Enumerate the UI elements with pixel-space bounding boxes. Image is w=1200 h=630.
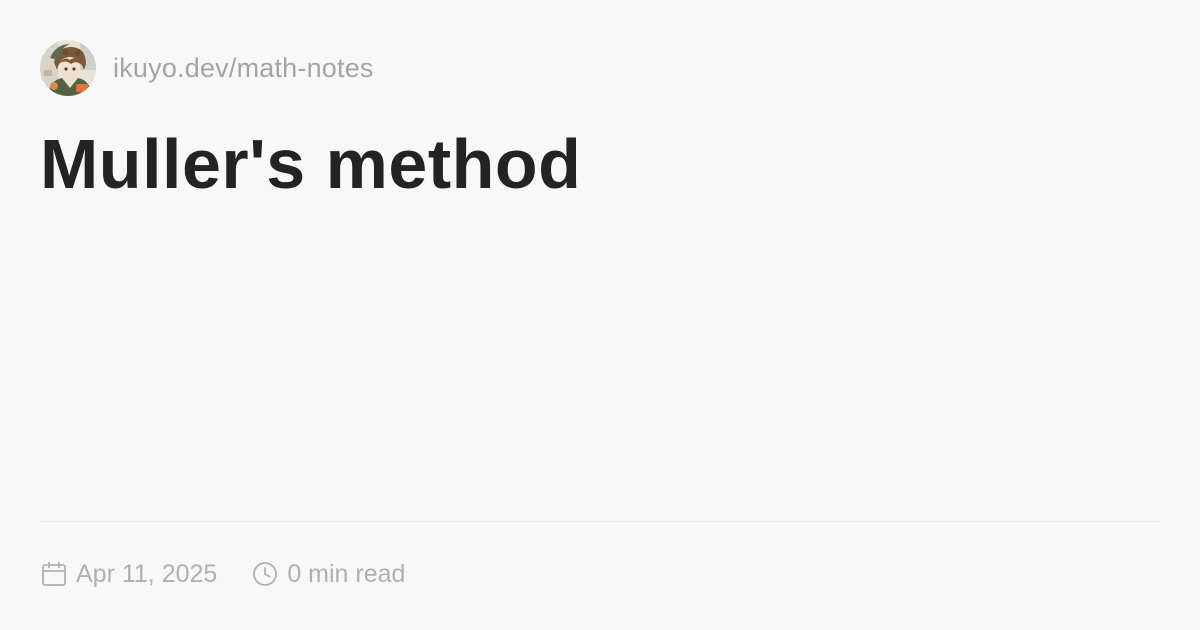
reading-time: [251, 560, 405, 589]
calendar-icon: [40, 560, 68, 588]
post-meta: [40, 556, 405, 592]
avatar-illustration: [40, 40, 96, 96]
reading-time-text: 0 min read: [287, 559, 406, 588]
divider: [40, 521, 1160, 522]
post-date: [40, 560, 217, 589]
post-date-text: Apr 11, 2025: [76, 559, 218, 588]
avatar: [40, 40, 96, 96]
site-url[interactable]: ikuyo.dev/math-notes: [113, 52, 374, 83]
site-header[interactable]: [40, 40, 374, 96]
page-title: Muller's method: [40, 125, 582, 203]
clock-icon: [251, 560, 279, 588]
